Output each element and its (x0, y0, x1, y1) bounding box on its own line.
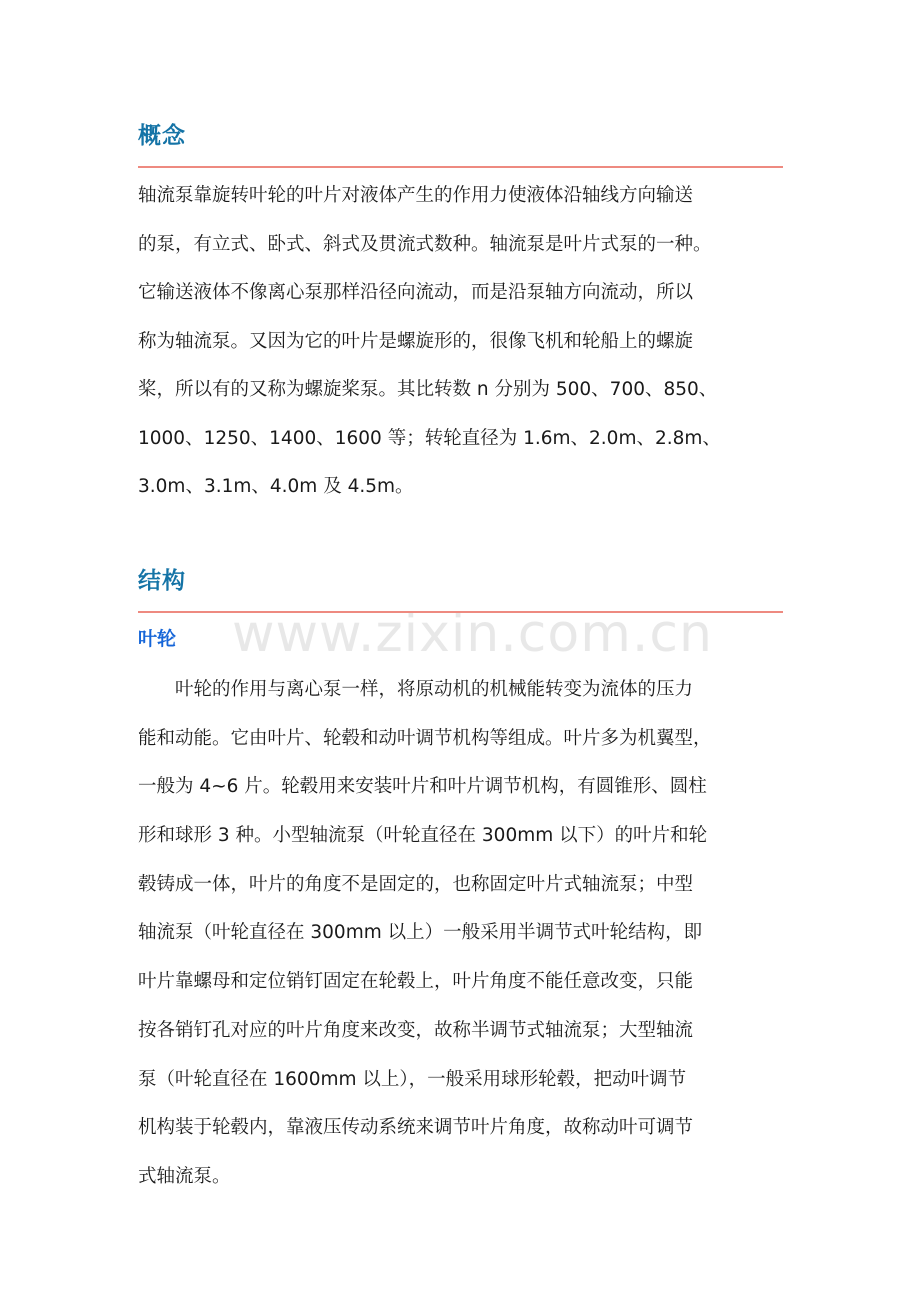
paragraph-line: 泵（叶轮直径在 1600mm 以上），一般采用球形轮毂，把动叶调节 (138, 1068, 687, 1090)
paragraph-line: 它输送液体不像离心泵那样沿径向流动，而是沿泵轴方向流动，所以 (138, 282, 694, 303)
paragraph-line: 形和球形 3 种。小型轴流泵（叶轮直径在 300mm 以下）的叶片和轮 (138, 825, 708, 847)
watermark-text: www.zixin.com.cn (232, 604, 713, 664)
paragraph-line: 一般为 4~6 片。轮毂用来安装叶片和叶片调节机构，有圆锥形、圆柱 (138, 776, 707, 798)
paragraph-line: 按各销钉孔对应的叶片角度来改变，故称半调节式轴流泵；大型轴流 (138, 1019, 694, 1041)
concept-paragraph (138, 172, 793, 512)
section-heading-concept: 概念 (138, 123, 186, 149)
paragraph-line: 式轴流泵。 (138, 1165, 231, 1187)
paragraph-line: 叶片靠螺母和定位销钉固定在轮毂上，叶片角度不能任意改变，只能 (138, 971, 694, 993)
subheading-impeller: 叶轮 (138, 628, 177, 650)
paragraph-line: 叶轮的作用与离心泵一样，将原动机的机械能转变为流体的压力 (175, 679, 694, 700)
impeller-paragraph (138, 666, 793, 1202)
paragraph-line: 能和动能。它由叶片、轮毂和动叶调节机构等组成。叶片多为机翼型， (138, 727, 712, 749)
paragraph-line: 机构装于轮毂内，靠液压传动系统来调节叶片角度，故称动叶可调节 (138, 1117, 694, 1139)
paragraph-line: 桨，所以有的又称为螺旋桨泵。其比转数 n 分别为 500、700、850、 (138, 379, 718, 400)
paragraph-line: 3.0m、3.1m、4.0m 及 4.5m。 (138, 476, 414, 497)
section-divider-concept (138, 166, 783, 168)
paragraph-line: 称为轴流泵。又因为它的叶片是螺旋形的，很像飞机和轮船上的螺旋 (138, 330, 694, 352)
section-divider-structure (138, 611, 783, 613)
paragraph-line: 1000、1250、1400、1600 等；转轮直径为 1.6m、2.0m、2.8m、 (138, 427, 721, 449)
section-heading-structure: 结构 (138, 568, 186, 594)
paragraph-line: 轴流泵（叶轮直径在 300mm 以上）一般采用半调节式叶轮结构，即 (138, 922, 703, 944)
paragraph-line: 的泵，有立式、卧式、斜式及贯流式数种。轴流泵是叶片式泵的一种。 (138, 233, 712, 255)
paragraph-line: 轴流泵靠旋转叶轮的叶片对液体产生的作用力使液体沿轴线方向输送 (138, 185, 694, 206)
paragraph-line: 毂铸成一体，叶片的角度不是固定的，也称固定叶片式轴流泵；中型 (138, 873, 694, 895)
